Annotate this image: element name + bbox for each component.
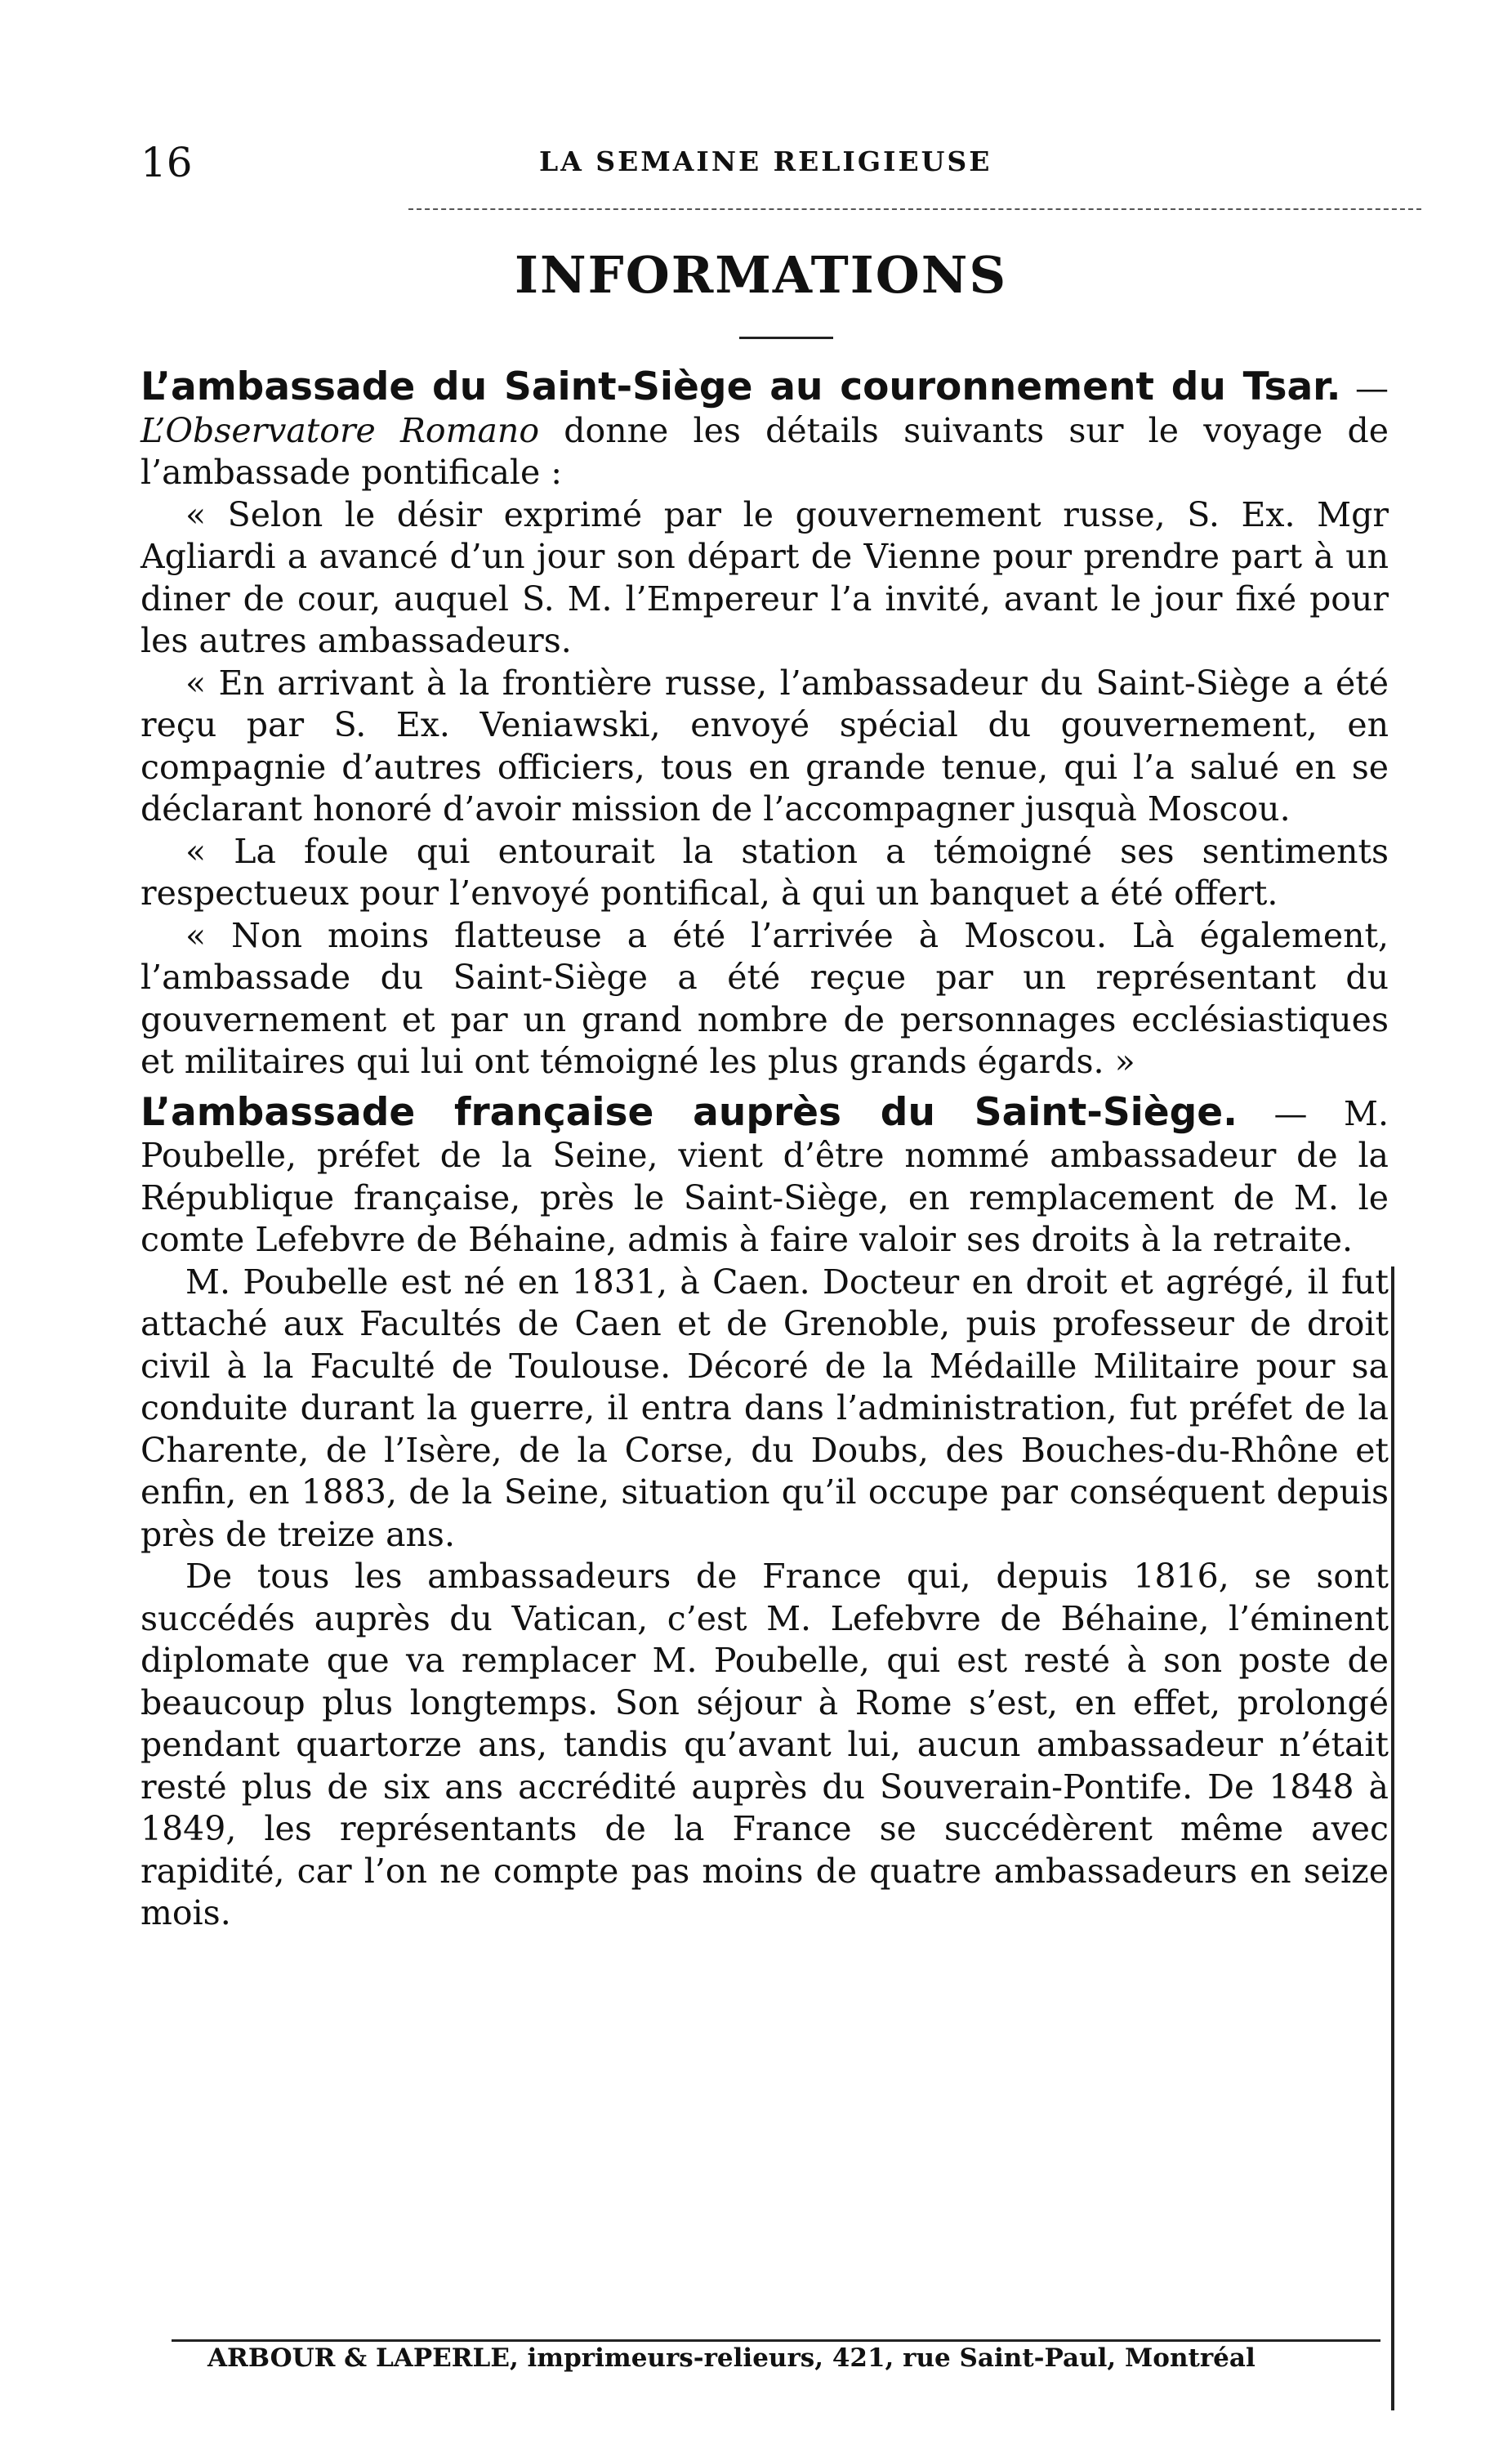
- article1-paragraph-4: « Non moins flatteuse a été l’arrivée à Moscou. Là également, l’ambassade du Saint-Siège a été reçue par un représentant du gouvernement et par un grand nombre de personnages ecclésiastiques et militaires qui lui ont témoigné les plus grands égards. »: [140, 915, 1389, 1081]
- article1-paragraph-2: « En arrivant à la frontière russe, l’ambassadeur du Saint-Siège a été reçu par S. Ex. Veniawski, envoyé spécial du gouvernement, en compagnie d’autres officiers, tous en grande tenue, qui l’a salué en se déclarant honoré d’avoir mission de l’accompagner jusquà Moscou.: [140, 663, 1389, 829]
- article1-intro-text: donne les détails suivants sur le voyage de l’ambassade pontificale :: [140, 410, 1389, 492]
- article1-intro: [140, 366, 1389, 494]
- section-title: INFORMATIONS: [515, 245, 1008, 305]
- margin-bar: [1391, 1266, 1394, 2410]
- article1-dash: —: [1340, 369, 1389, 408]
- article1-paragraph-3: « La foule qui entourait la station a témoigné ses sentiments respectueux pour l’envoyé pontifical, à qui un banquet a été offert.: [140, 831, 1389, 913]
- article1-source: L’Observatore Romano: [140, 410, 540, 450]
- footer-rule: [172, 2339, 1380, 2342]
- article2-paragraph-3: De tous les ambassadeurs de France qui, depuis 1816, se sont succédés auprès du Vatican, c’est M. Lefebvre de Béhaine, l’éminent diplomate que va remplacer M. Poubelle, qui est resté à son poste de beaucoup plus longtemps. Son séjour à Rome s’est, en effet, prolongé pendant quartorze ans, tandis qu’avant lui, aucun ambassadeur n’était resté plus de six ans accrédité auprès du Souverain-Pontife. De 1848 à 1849, les représentants de la France se succédèrent même avec rapidité, car l’on ne compte pas moins de quatre ambassadeurs en seize mois.: [140, 1557, 1389, 1932]
- article-body: [140, 366, 1389, 1935]
- running-title: LA SEMAINE RELIGIEUSE: [539, 145, 992, 177]
- article1-lead: L’ambassade du Saint-Siège au couronnement du Tsar.: [140, 364, 1341, 409]
- page-number: 16: [140, 139, 193, 186]
- title-rule: [739, 337, 833, 339]
- header-rule: [408, 208, 1421, 210]
- article1-paragraph-1: « Selon le désir exprimé par le gouvernement russe, S. Ex. Mgr Agliardi a avancé d’un jour son départ de Vienne pour prendre part à un diner de cour, auquel S. M. l’Empereur l’a invité, avant le jour fixé pour les autres ambassadeurs.: [140, 494, 1389, 660]
- article2-lead: L’ambassade française auprès du Saint-Siège.: [140, 1089, 1238, 1135]
- printer-imprint: ARBOUR & LAPERLE, imprimeurs-relieurs, 421, rue Saint-Paul, Montréal: [207, 2343, 1256, 2373]
- article2-intro: [140, 1089, 1389, 1262]
- article2-paragraph-2: M. Poubelle est né en 1831, à Caen. Docteur en droit et agrégé, il fut attaché aux Facultés de Caen et de Grenoble, puis professeur de droit civil à la Faculté de Toulouse. Décoré de la Médaille Militaire pour sa conduite durant la guerre, il entra dans l’administration, fut préfet de la Charente, de l’Isère, de la Corse, du Doubs, des Bouches-du-Rhône et enfin, en 1883, de la Seine, situation qu’il occupe par conséquent depuis près de treize ans.: [140, 1262, 1389, 1554]
- article2-paragraph-1: — M. Poubelle, préfet de la Seine, vient d’être nommé ambassadeur de la République française, près le Saint-Siège, en remplacement de M. le comte Lefebvre de Béhaine, admis à faire valoir ses droits à la retraite.: [140, 1093, 1389, 1259]
